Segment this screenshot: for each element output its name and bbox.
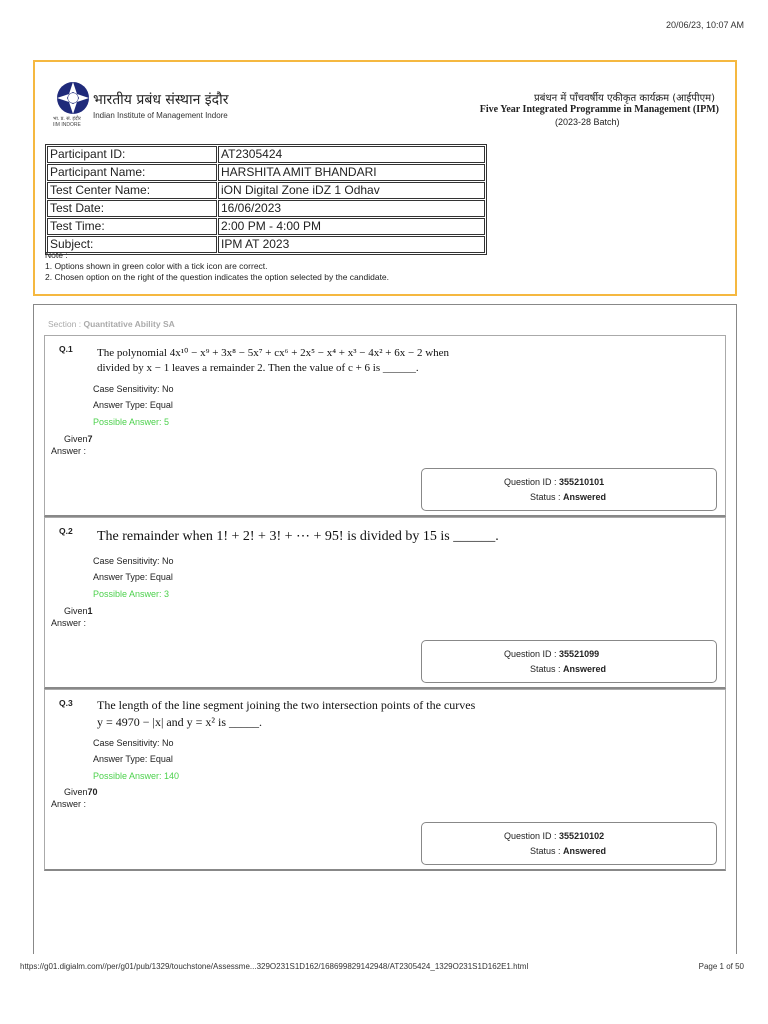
participant-id-value: AT2305424 (218, 146, 485, 163)
participant-name-label: Participant Name: (47, 164, 217, 181)
question-id-row (504, 477, 604, 487)
status-value: Answered (563, 492, 607, 502)
possible-answer: Possible Answer: 5 (93, 417, 170, 427)
test-center-label: Test Center Name: (47, 182, 217, 199)
question-id-label: Question ID : (504, 477, 557, 487)
subject-value: IPM AT 2023 (218, 236, 485, 253)
test-center-value: iON Digital Zone iDZ 1 Odhav (218, 182, 485, 199)
given-label: Given (64, 434, 88, 444)
question-id-value: 35521099 (559, 649, 600, 659)
note-line-2: 2. Chosen option on the right of the question indicates the option selected by the candidate. (45, 272, 390, 282)
answer-type: Answer Type: Equal (93, 572, 173, 582)
table-row (47, 182, 485, 199)
question-text-line-1: The remainder when 1! + 2! + 3! + ⋯ + 95! is divided by 15 is ______. (97, 529, 499, 544)
answer-label: Answer : (51, 618, 87, 628)
logo-caption: भा. प्र. सं. इंदौर IIM INDORE (53, 116, 81, 128)
answer-type: Answer Type: Equal (93, 754, 173, 764)
status-row (530, 492, 606, 502)
answer-type: Answer Type: Equal (93, 400, 173, 410)
table-row (47, 164, 485, 181)
programme-name-hindi: प्रबंधन में पॉंचवर्षीय एकीकृत कार्यक्रम (आईपीएम) (534, 93, 715, 104)
question-id-value: 355210101 (559, 477, 605, 487)
note-line-1: 1. Options shown in green color with a tick icon are correct. (45, 261, 268, 271)
question-status-card (421, 640, 717, 683)
programme-name-english: Five Year Integrated Programme in Management (IPM) (479, 104, 719, 115)
iim-indore-logo-icon (55, 80, 91, 116)
question-id-label: Question ID : (504, 831, 557, 841)
section-name: Quantitative Ability SA (83, 319, 175, 329)
case-sensitivity: Case Sensitivity: No (93, 556, 174, 566)
footer-url: https://g01.digialm.com//per/g01/pub/1329/touchstone/Assessme...329O231S1D162/168699829142948/AT2305424_1329O231S1D162E1.html (20, 962, 529, 971)
table-row (47, 200, 485, 217)
possible-answer: Possible Answer: 3 (93, 589, 170, 599)
note-block (45, 250, 389, 283)
question-text-line-1: The length of the line segment joining the two intersection points of the curves (97, 698, 476, 712)
test-date-label: Test Date: (47, 200, 217, 217)
institute-name-english: Indian Institute of Management Indore (93, 111, 228, 120)
question-text-line-1: The polynomial 4x¹⁰ − x⁹ + 3x⁸ − 5x⁷ + cx⁶ + 2x⁵ − x⁴ + x³ − 4x² + 6x − 2 when (97, 347, 450, 359)
given-value: 7 (87, 434, 93, 444)
table-row (47, 146, 485, 163)
section-title (48, 319, 175, 329)
subject-label: Subject: (47, 236, 217, 253)
status-label: Status : (530, 846, 561, 856)
question-number: Q.3 (59, 698, 73, 708)
answer-label: Answer : (51, 446, 87, 456)
question-id-row (504, 649, 599, 659)
question-text-line-2: y = 4970 − |x| and y = x² is _____. (97, 715, 263, 729)
section-panel (33, 304, 737, 954)
participant-id-label: Participant ID: (47, 146, 217, 163)
question-status-card (421, 468, 717, 511)
page-number: Page 1 of 50 (698, 962, 744, 971)
status-row (530, 664, 606, 674)
given-answer (64, 787, 98, 797)
possible-answer: Possible Answer: 140 (93, 771, 180, 781)
answer-label: Answer : (51, 799, 87, 809)
case-sensitivity: Case Sensitivity: No (93, 738, 174, 748)
participant-name-value: HARSHITA AMIT BHANDARI (218, 164, 485, 181)
given-value: 1 (87, 606, 93, 616)
question-card-3 (44, 689, 726, 871)
test-time-label: Test Time: (47, 218, 217, 235)
question-card-1 (44, 335, 726, 517)
print-timestamp: 20/06/23, 10:07 AM (665, 20, 744, 30)
status-label: Status : (530, 492, 561, 502)
question-id-row (504, 831, 604, 841)
note-title: Note : (45, 250, 68, 260)
section-prefix: Section : (48, 319, 82, 329)
case-sensitivity: Case Sensitivity: No (93, 384, 174, 394)
question-id-label: Question ID : (504, 649, 557, 659)
given-answer (64, 434, 93, 444)
question-text-line-2: divided by x − 1 leaves a remainder 2. Then the value of c + 6 is ______. (97, 362, 419, 374)
test-time-value: 2:00 PM - 4:00 PM (218, 218, 485, 235)
given-label: Given (64, 606, 88, 616)
status-row (530, 846, 606, 856)
question-status-card (421, 822, 717, 865)
status-label: Status : (530, 664, 561, 674)
given-value: 70 (87, 787, 98, 797)
question-id-value: 355210102 (559, 831, 605, 841)
given-label: Given (64, 787, 88, 797)
participant-info-table (45, 144, 487, 255)
header-panel (33, 60, 737, 296)
status-value: Answered (563, 846, 607, 856)
table-row (47, 218, 485, 235)
question-card-2 (44, 517, 726, 689)
test-date-value: 16/06/2023 (218, 200, 485, 217)
given-answer (64, 606, 93, 616)
question-number: Q.1 (59, 344, 73, 354)
institute-name-hindi: भारतीय प्रबंध संस्थान इंदौर (93, 92, 229, 108)
status-value: Answered (563, 664, 607, 674)
programme-batch: (2023-28 Batch) (555, 117, 620, 127)
question-number: Q.2 (59, 526, 73, 536)
